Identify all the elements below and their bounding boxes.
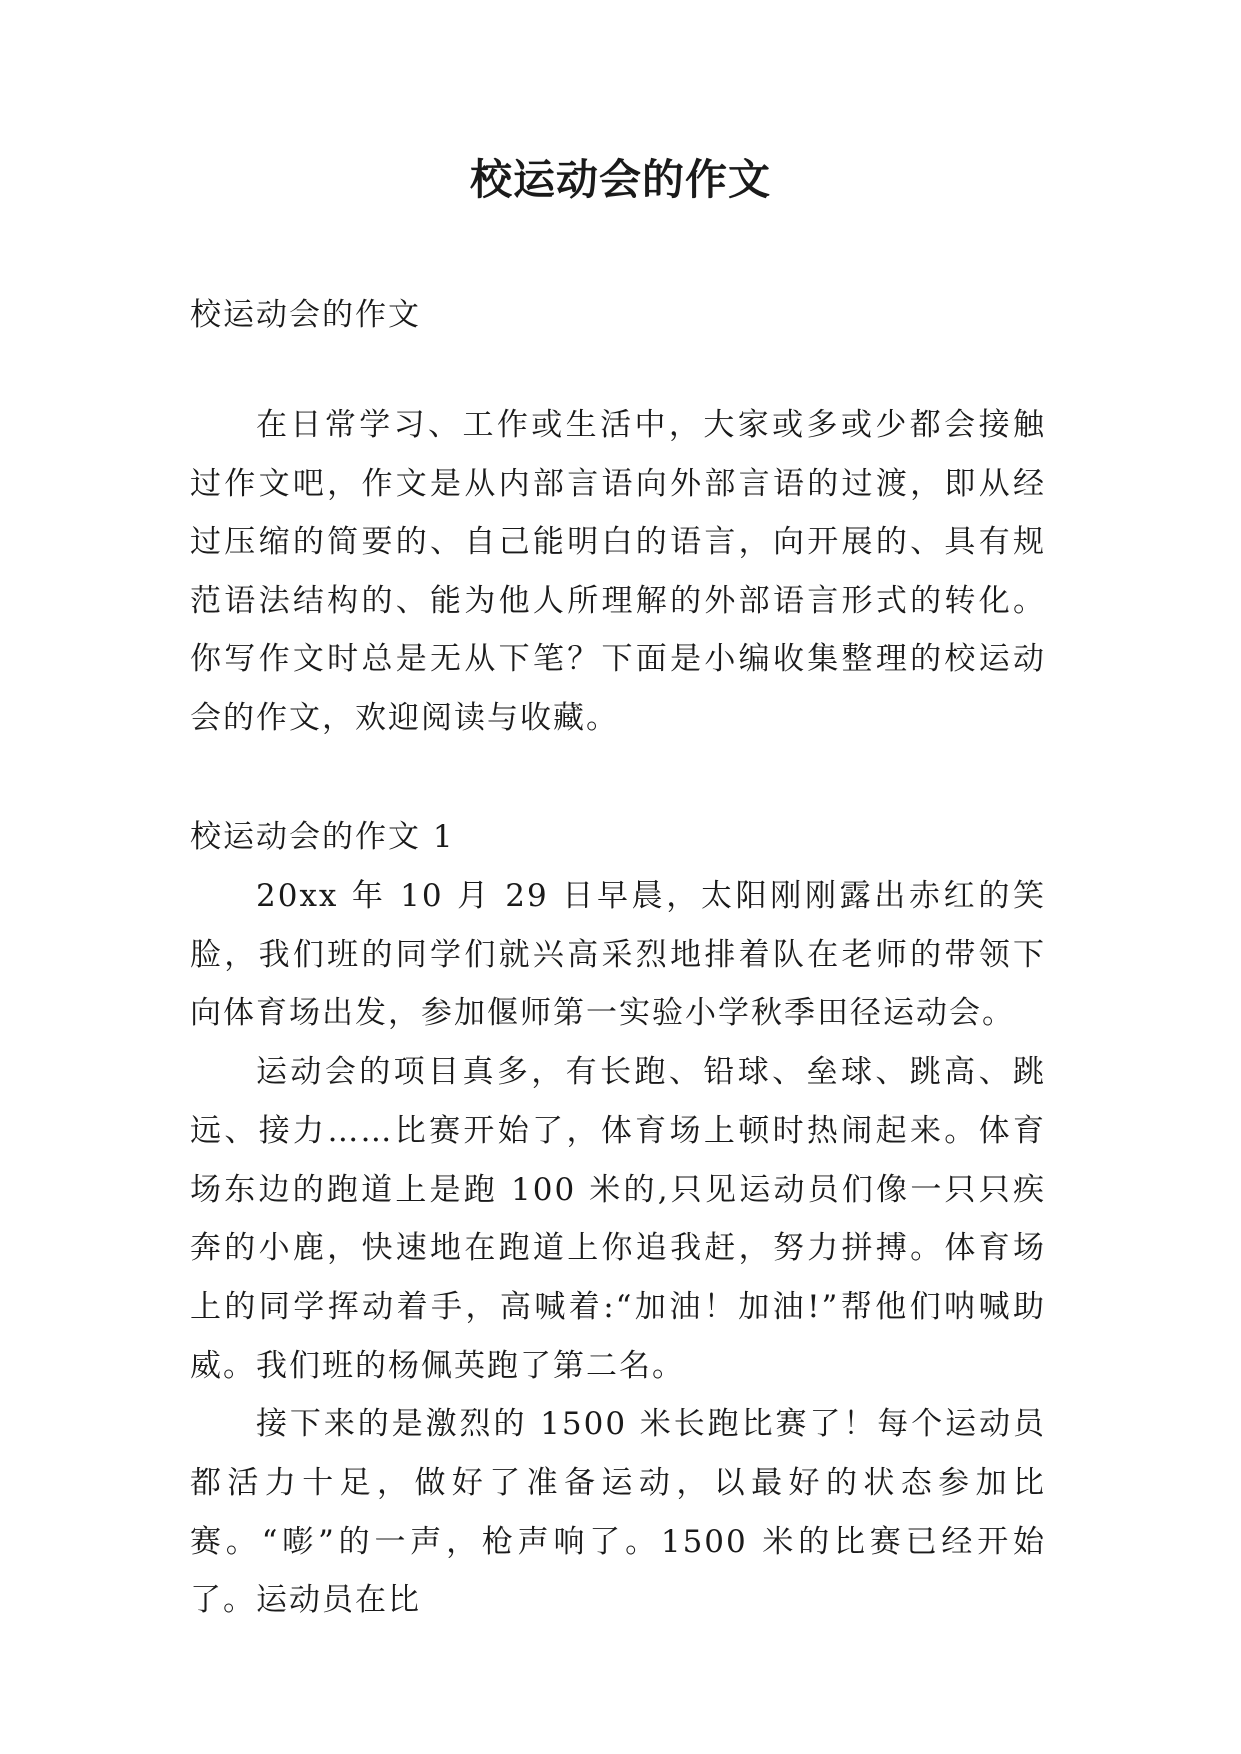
body-paragraph-2: 运动会的项目真多，有长跑、铅球、垒球、跳高、跳远、接力……比赛开始了，体育场上顿时热闹起来。体育场东边的跑道上是跑 100 米的,只见运动员们像一只只疾奔的小鹿，快速地在跑道上你追我赶，努力拼搏。体育场上的同学挥动着手，高喊着:“加油！加油!”帮他们呐喊助威。我们班的杨佩英跑了第二名。	[190, 1054, 1046, 1384]
intro-paragraph: 在日常学习、工作或生活中，大家或多或少都会接触过作文吧，作文是从内部言语向外部言语的过渡，即从经过压缩的简要的、自己能明白的语言，向开展的、具有规范语法结构的、能为他人所理解的外部语言形式的转化。你写作文时总是无从下笔？下面是小编收集整理的校运动会的作文，欢迎阅读与收藏。	[190, 407, 1046, 736]
document-subtitle: 校运动会的作文	[190, 297, 421, 333]
document-title: 校运动会的作文	[469, 155, 771, 204]
body-paragraph-1: 20xx 年 10 月 29 日早晨，太阳刚刚露出赤红的笑脸，我们班的同学们就兴高采烈地排着队在老师的带领下向体育场出发，参加偃师第一实验小学秋季田径运动会。	[190, 878, 1046, 1032]
section-heading: 校运动会的作文 1	[190, 819, 455, 855]
body-paragraph-3: 接下来的是激烈的 1500 米长跑比赛了！每个运动员都活力十足，做好了准备运动，以最好的状态参加比赛。“嘭”的一声，枪声响了。1500 米的比赛已经开始了。运动员在比	[190, 1406, 1046, 1619]
document-body	[190, 284, 1046, 1630]
